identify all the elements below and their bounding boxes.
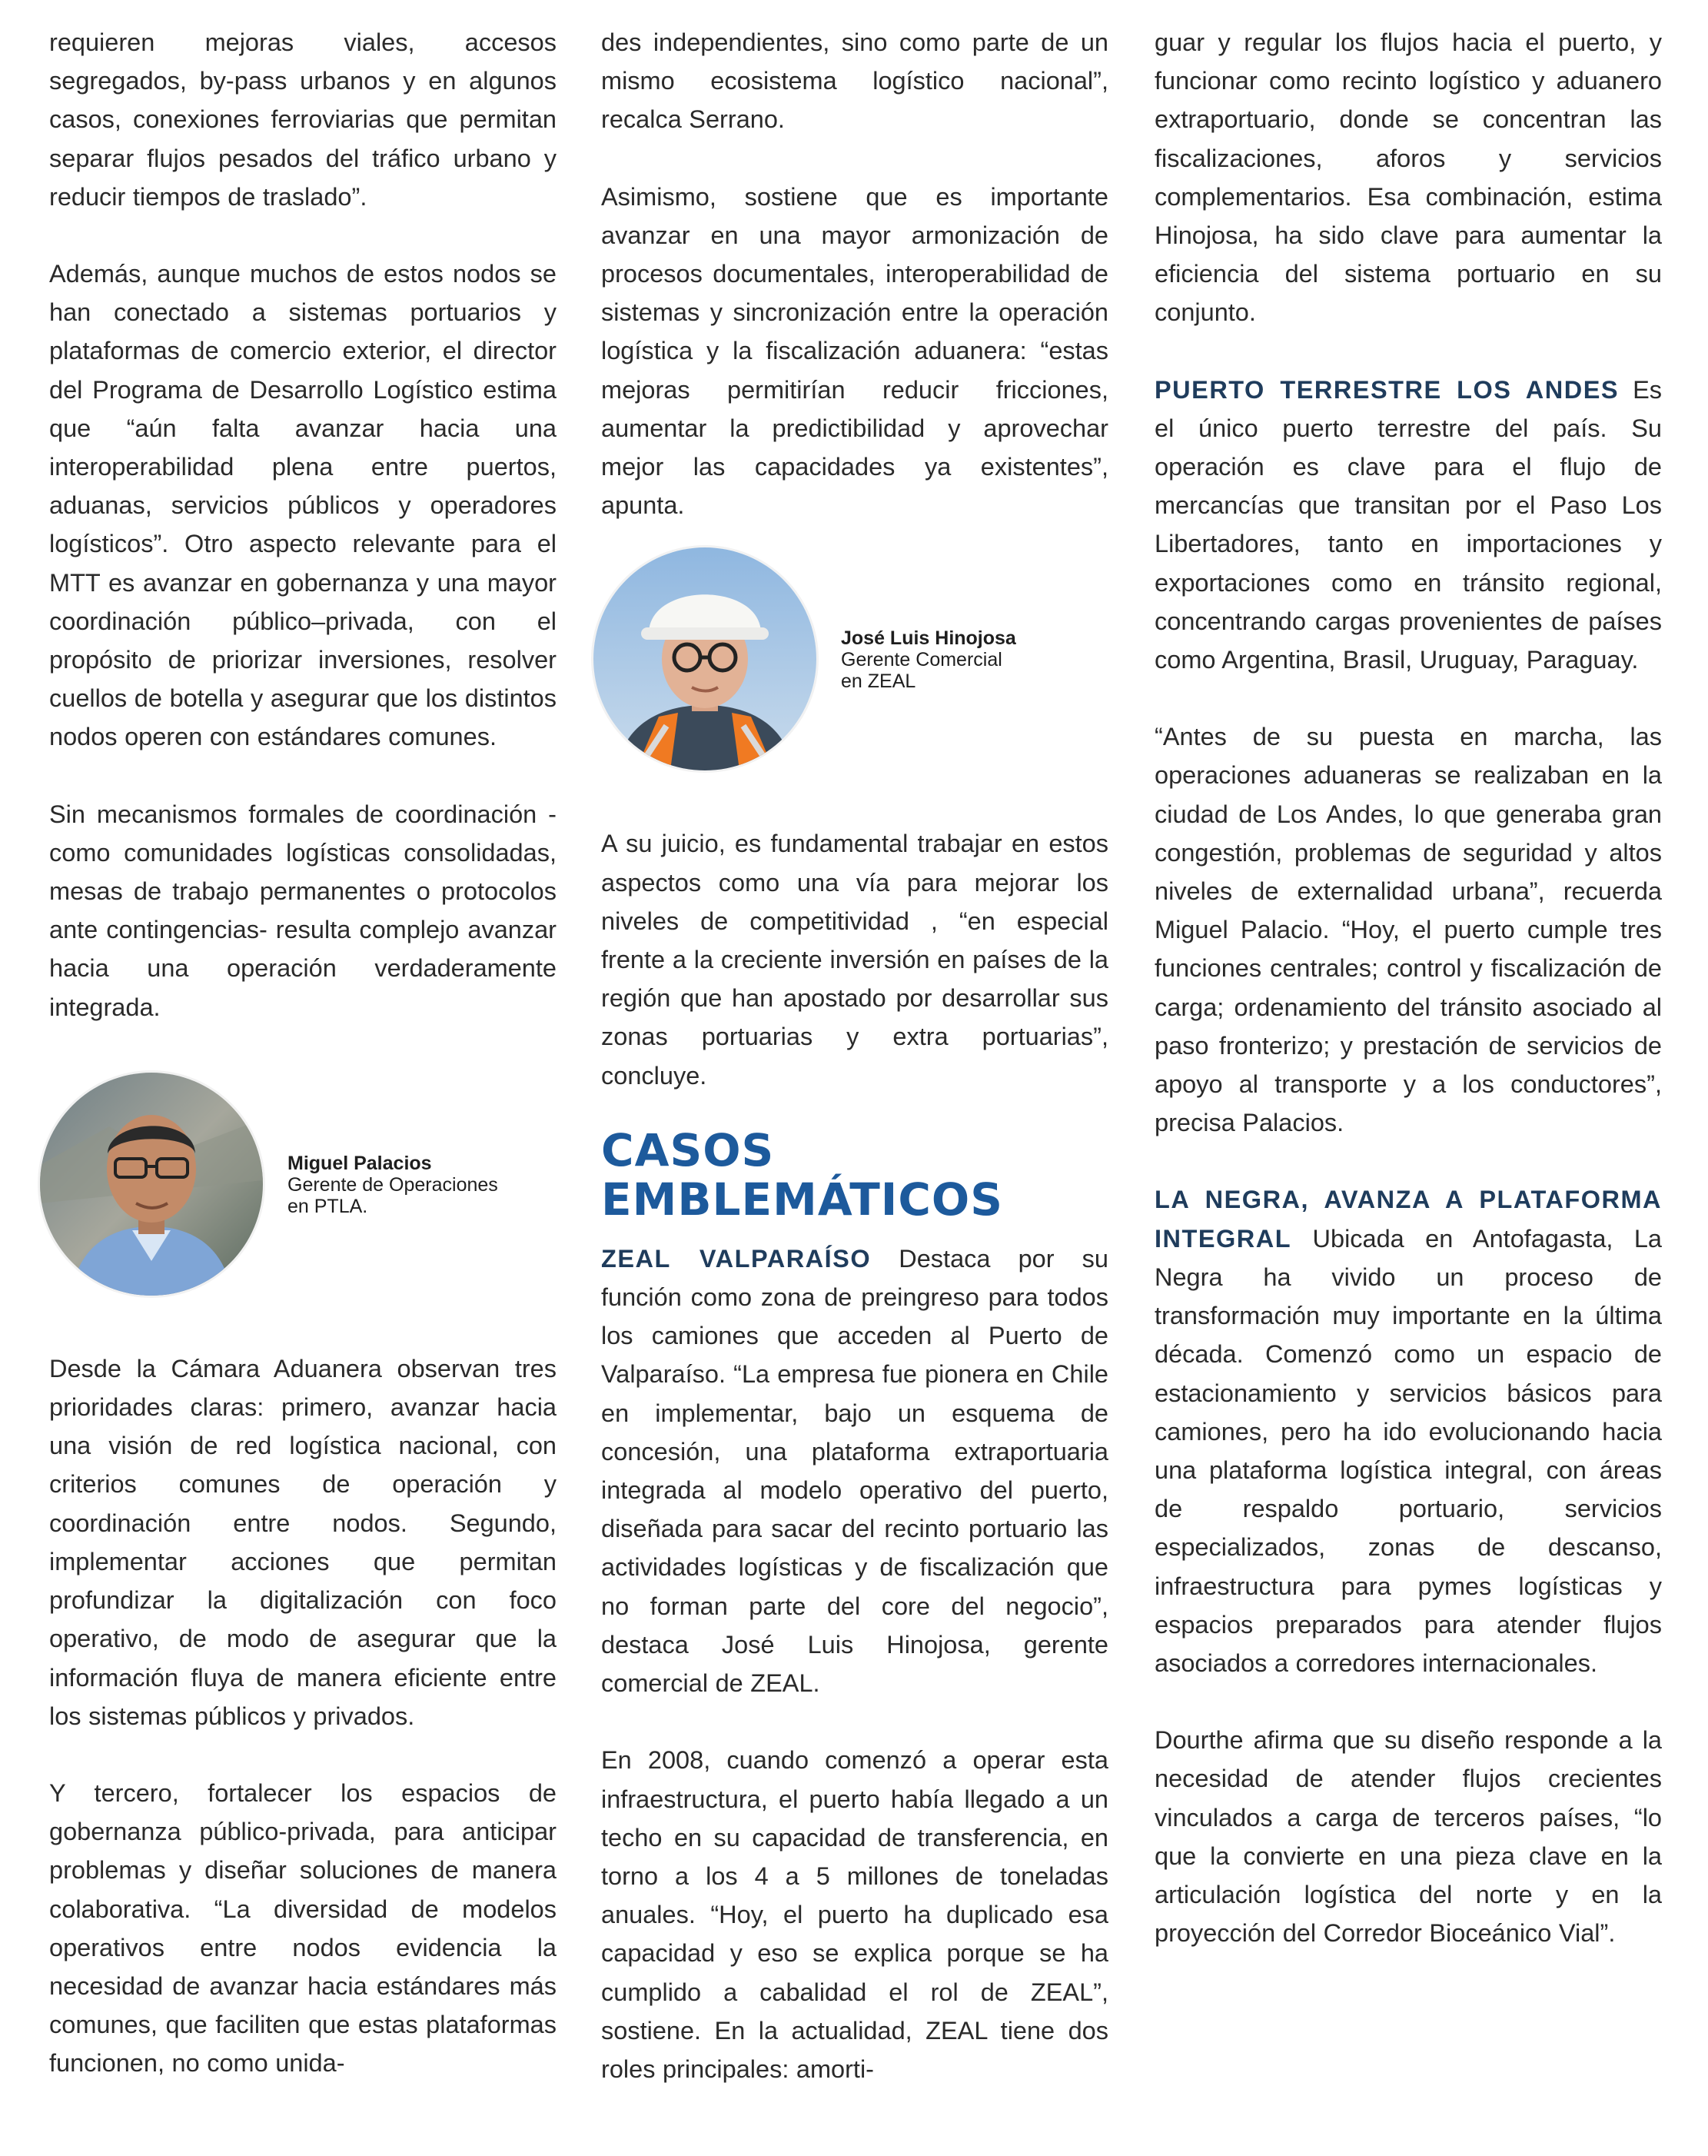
profile-jose-luis-hinojosa	[601, 547, 1108, 778]
section-title	[601, 1123, 1108, 1226]
kicker: PUERTO TERRESTRE LOS ANDES	[1155, 375, 1620, 404]
profile-company: en ZEAL	[841, 670, 916, 693]
portrait-jose-luis-hinojosa	[593, 547, 816, 770]
paragraph: Dourthe afirma que su diseño responde a la necesidad de atender flujos crecientes vinculados a carga de terceros países, “lo que la convierte en una pieza clave en la articulación logística del norte y en la proyección del Corredor Bioceánico Vial”.	[1155, 1726, 1662, 1948]
profile-role: Gerente de Operaciones	[287, 1173, 498, 1196]
paragraph-text: Es el único puerto terrestre del país. Su operación es clave para el flujo de mercancías que transitan por el Paso Los Libertadores, tanto en importaciones y exportaciones como en tránsito regional, concentrando cargas provenientes de países como Argentina, Brasil, Uruguay, Paraguay.	[1155, 375, 1662, 674]
paragraph: requieren mejoras viales, accesos segregados, by-pass urbanos y en algunos casos, conexiones ferroviarias que permitan separar flujos pesados del tráfico urbano y reducir tiempos de traslado”.	[49, 28, 557, 211]
paragraph-text: Ubicada en Antofagasta, La Negra ha vivido un proceso de transformación muy importante en la última década. Comenzó como un espacio de estacionamiento y servicios básicos para camiones, pero ha ido evolucionando hacia una plataforma logística integral, con áreas de respaldo portuario, servicios especializados, zonas de descanso, infraestructura para pymes logísticas y espacios preparados para atender flujos asociados a corredores internacionales.	[1155, 1224, 1662, 1677]
portrait-photo	[40, 1073, 263, 1296]
paragraph: Y tercero, fortalecer los espacios de gobernanza público-privada, para anticipar problemas y diseñar soluciones de manera colaborativa. “La diversidad de modelos operativos entre nodos evidencia la necesidad de avanzar hacia estándares más comunes, que faciliten que estas plataformas funcionen, no como unida-	[49, 1778, 557, 2078]
profile-company: en PTLA.	[287, 1195, 368, 1217]
profile-caption	[287, 1153, 498, 1217]
paragraph: Sin mecanismos formales de coordinación -como comunidades logísticas consolidadas, mesas de trabajo permanentes o protocolos ante contingencias- resulta complejo avanzar hacia una operación verdaderamente integrada.	[49, 800, 557, 1021]
profile-name: José Luis Hinojosa	[841, 627, 1016, 650]
profile-miguel-palacios	[49, 1073, 557, 1303]
portrait-miguel-palacios	[40, 1073, 263, 1296]
column-left	[49, 23, 557, 2083]
paragraph-puerto-terrestre-los-andes	[1155, 371, 1662, 680]
profile-role: Gerente Comercial	[841, 649, 1002, 671]
kicker: LA NEGRA, AVANZA A PLATAFORMA INTEGRAL	[1155, 1186, 1662, 1253]
paragraph-zeal-valparaiso	[601, 1239, 1108, 1702]
column-right	[1155, 23, 1662, 1952]
paragraph: des independientes, sino como parte de un mismo ecosistema logístico nacional”, recalca Serrano.	[601, 28, 1108, 134]
paragraph: guar y regular los flujos hacia el puerto, y funcionar como recinto logístico y aduanero extraportuario, donde se concentran las fiscalizaciones, aforos y servicios complementarios. Esa combinación, estima Hinojosa, ha sido clave para aumentar la eficiencia del sistema portuario en su conjunto.	[1155, 28, 1662, 327]
paragraph: Además, aunque muchos de estos nodos se han conectado a sistemas portuarios y plataformas de comercio exterior, el director del Programa de Desarrollo Logístico estima que “aún falta avanzar hacia una interoperabilidad plena entre puertos, aduanas, servicios públicos y operadores logísticos”. Otro aspecto relevante para el MTT es avanzar en gobernanza y una mayor coordinación público–privada, con el propósito de priorizar inversiones, resolver cuellos de botella y asegurar que los distintos nodos operen con estándares comunes.	[49, 260, 557, 751]
portrait-photo	[593, 547, 816, 770]
section-title-line: EMBLEMÁTICOS	[601, 1173, 1004, 1226]
paragraph: “Antes de su puesta en marcha, las operaciones aduaneras se realizaban en la ciudad de Los Andes, lo que generaba gran congestión, problemas de seguridad y altos niveles de externalidad urbana”, recuerda Miguel Palacio. “Hoy, el puerto cumple tres funciones centrales; control y fiscalización de carga; ordenamiento del tránsito asociado al paso fronterizo; y prestación de servicios de apoyo al transporte y a los conductores”, precisa Palacios.	[1155, 723, 1662, 1137]
paragraph-text: Destaca por su función como zona de preingreso para todos los camiones que acceden al Puerto de Valparaíso. “La empresa fue pionera en Chile en implementar, bajo un esquema de concesión, una plataforma extraportuaria integrada al modelo operativo del puerto, diseñada para sacar del recinto portuario las actividades logísticas y de fiscalización que no forman parte del core del negocio”, destaca José Luis Hinojosa, gerente comercial de ZEAL.	[601, 1244, 1108, 1698]
paragraph-la-negra	[1155, 1180, 1662, 1682]
paragraph: Asimismo, sostiene que es importante avanzar en una mayor armonización de procesos documentales, interoperabilidad de sistemas y sincronización entre la operación logística y la fiscalización aduanera: “estas mejoras permitirían reducir fricciones, aumentar la predictibilidad y aprovechar mejor las capacidades ya existentes”, apunta.	[601, 182, 1108, 520]
paragraph: Desde la Cámara Aduanera observan tres prioridades claras: primero, avanzar hacia una visión de red logística nacional, con criterios comunes de operación y coordinación entre nodos. Segundo, implementar acciones que permitan profundizar la digitalización con foco operativo, de modo de asegurar que la información fluya de manera eficiente entre los sistemas públicos y privados.	[49, 1354, 557, 1730]
kicker: ZEAL VALPARAÍSO	[601, 1244, 872, 1273]
paragraph: En 2008, cuando comenzó a operar esta infraestructura, el puerto había llegado a un techo en su capacidad de transferencia, en torno a los 4 a 5 millones de toneladas anuales. “Hoy, el puerto ha duplicado esa capacidad y eso se explica porque se ha cumplido a cabalidad el rol de ZEAL”, sostiene. En la actualidad, ZEAL tiene dos roles principales: amorti-	[601, 1746, 1108, 2083]
paragraph: A su juicio, es fundamental trabajar en estos aspectos como una vía para mejorar los niveles de competitividad , “en especial frente a la creciente inversión en países de la región que han apostado por desarrollar sus zonas portuarias y extra portuarias”, concluye.	[601, 830, 1108, 1090]
profile-name: Miguel Palacios	[287, 1152, 432, 1174]
section-title-line: CASOS	[601, 1123, 775, 1176]
column-middle	[601, 23, 1108, 2088]
profile-caption	[841, 627, 1016, 692]
